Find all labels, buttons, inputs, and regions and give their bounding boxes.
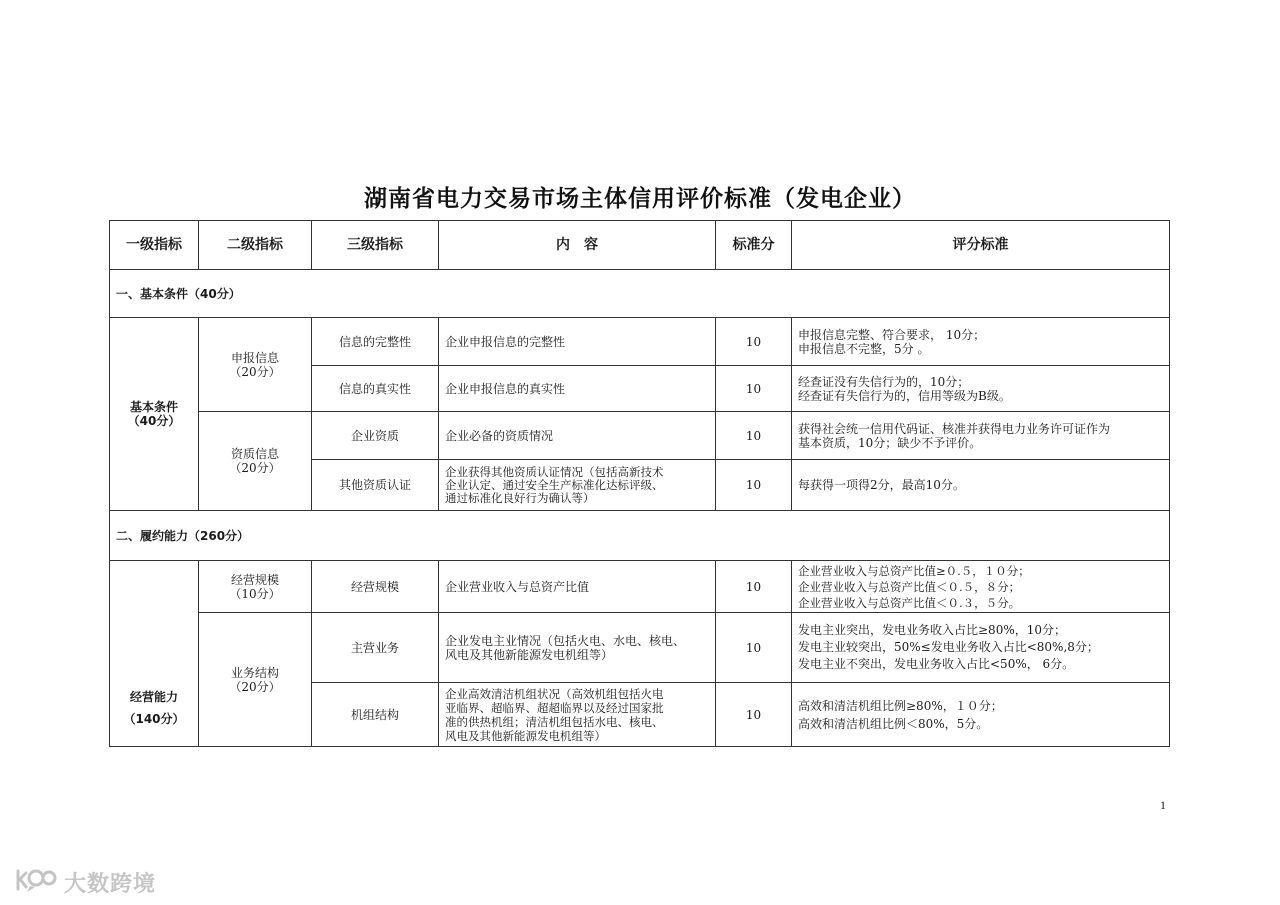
criteria-line: 企业营业收入与总资产比值＜０.５，８分； [798, 579, 1021, 594]
level3-cell: 信息的真实性 [312, 366, 439, 412]
level3-cell: 企业资质 [312, 412, 439, 460]
level2-cell [199, 412, 312, 511]
criteria-cell [792, 460, 1170, 511]
header-level3: 三级指标 [312, 221, 439, 270]
score-cell: 10 [716, 318, 792, 366]
content-cell: 企业必备的资质情况 [439, 412, 716, 460]
level1-name: 基本条件 [129, 400, 178, 414]
level2-name: 业务结构 [230, 665, 279, 680]
level2-cell [199, 613, 312, 747]
content-cell: 企业申报信息的完整性 [439, 318, 716, 366]
content-line: 企业认定、通过安全生产标准化达标评级、 [445, 477, 664, 492]
score-cell: 10 [716, 412, 792, 460]
level2-cell [199, 561, 312, 613]
header-content: 内 容 [439, 221, 716, 270]
level1-name: 经营能力 [129, 690, 178, 704]
score-cell: 10 [716, 561, 792, 613]
level1-cell [110, 561, 199, 747]
level1-cell [110, 318, 199, 511]
page-title: 湖南省电力交易市场主体信用评价标准（发电企业） [364, 186, 916, 212]
level2-score: （20分） [229, 364, 281, 379]
criteria-line: 申报信息完整、符合要求， 10分； [798, 327, 986, 342]
content-line: 通过标准化良好行为确认等） [445, 490, 595, 505]
section-row [110, 270, 1170, 318]
criteria-cell [792, 366, 1170, 412]
criteria-line: 申报信息不完整，5分 。 [798, 341, 930, 356]
level3-cell: 信息的完整性 [312, 318, 439, 366]
criteria-cell [792, 683, 1170, 747]
content-line: 风电及其他新能源发电机组等） [445, 728, 606, 743]
content-line: 准的供热机组；清洁机组包括水电、核电、 [445, 714, 664, 729]
criteria-line: 企业营业收入与总资产比值≥０.５，１０分； [798, 563, 1030, 578]
criteria-line: 发电主业较突出，50%≤发电业务收入占比<80%,8分； [798, 640, 1099, 654]
table-header-row [110, 221, 1170, 270]
header-level2: 二级指标 [199, 221, 312, 270]
header-criteria: 评分标准 [792, 221, 1170, 270]
score-cell: 10 [716, 683, 792, 747]
table-row [110, 613, 1170, 683]
criteria-line: 经查证有失信行为的，信用等级为B级。 [798, 388, 1011, 403]
criteria-line: 基本资质，10分；缺少不予评价。 [798, 435, 982, 450]
table-row [110, 561, 1170, 613]
criteria-line: 高效和清洁机组比例＜80%，5分。 [798, 716, 989, 731]
level3-cell: 其他资质认证 [312, 460, 439, 511]
table-row [110, 412, 1170, 460]
criteria-line: 经查证没有失信行为的，10分； [798, 374, 970, 389]
level1-score: （40分） [127, 414, 181, 428]
page-number: 1 [1160, 798, 1166, 812]
criteria-line: 获得社会统一信用代码证、核准并获得电力业务许可证作为 [798, 421, 1111, 436]
criteria-cell [792, 561, 1170, 613]
level3-cell: 经营规模 [312, 561, 439, 613]
content-cell [439, 613, 716, 683]
criteria-cell [792, 613, 1170, 683]
content-cell [439, 460, 716, 511]
section-row [110, 511, 1170, 561]
content-cell: 企业申报信息的真实性 [439, 366, 716, 412]
score-cell: 10 [716, 460, 792, 511]
level2-name: 申报信息 [230, 350, 279, 365]
criteria-line: 发电主业不突出，发电业务收入占比<50%， 6分。 [798, 657, 1075, 671]
score-cell: 10 [716, 366, 792, 412]
criteria-line: 发电主业突出，发电业务收入占比≥80%，10分； [798, 623, 1066, 637]
level2-score: （10分） [229, 586, 281, 601]
level2-name: 资质信息 [230, 447, 279, 461]
level2-score: （20分） [229, 679, 281, 694]
level2-score: （20分） [229, 461, 281, 475]
section-label: 二、履约能力（260分） [110, 511, 1170, 561]
content-line: 企业获得其他资质认证情况（包括高新技术 [445, 464, 664, 479]
credit-standard-table [109, 220, 1170, 747]
level3-cell: 主营业务 [312, 613, 439, 683]
level2-name: 经营规模 [230, 572, 279, 587]
content-line: 亚临界、超临界、超超临界以及经过国家批 [445, 700, 664, 715]
header-level1: 一级指标 [110, 221, 199, 270]
criteria-cell [792, 412, 1170, 460]
level3-cell: 机组结构 [312, 683, 439, 747]
criteria-line: 企业营业收入与总资产比值＜０.３，５分。 [798, 595, 1021, 610]
criteria-cell [792, 318, 1170, 366]
content-cell: 企业营业收入与总资产比值 [439, 561, 716, 613]
content-line: 企业发电主业情况（包括火电、水电、核电、 [445, 633, 686, 648]
content-line: 风电及其他新能源发电机组等） [445, 647, 614, 662]
criteria-line: 高效和清洁机组比例≥80%，１０分； [798, 698, 1003, 713]
level1-score: （140分） [123, 712, 185, 726]
level2-cell [199, 318, 312, 412]
content-line: 企业高效清洁机组状况（高效机组包括火电 [445, 686, 664, 701]
watermark [14, 864, 156, 900]
table-row [110, 318, 1170, 366]
chat-bubble-logo-icon [14, 865, 58, 899]
score-cell: 10 [716, 613, 792, 683]
watermark-text: 大数跨境 [64, 871, 157, 897]
content-cell [439, 683, 716, 747]
criteria-line: 每获得一项得2分，最高10分。 [798, 478, 965, 492]
header-score: 标准分 [716, 221, 792, 270]
section-label: 一、基本条件（40分） [110, 270, 1170, 318]
